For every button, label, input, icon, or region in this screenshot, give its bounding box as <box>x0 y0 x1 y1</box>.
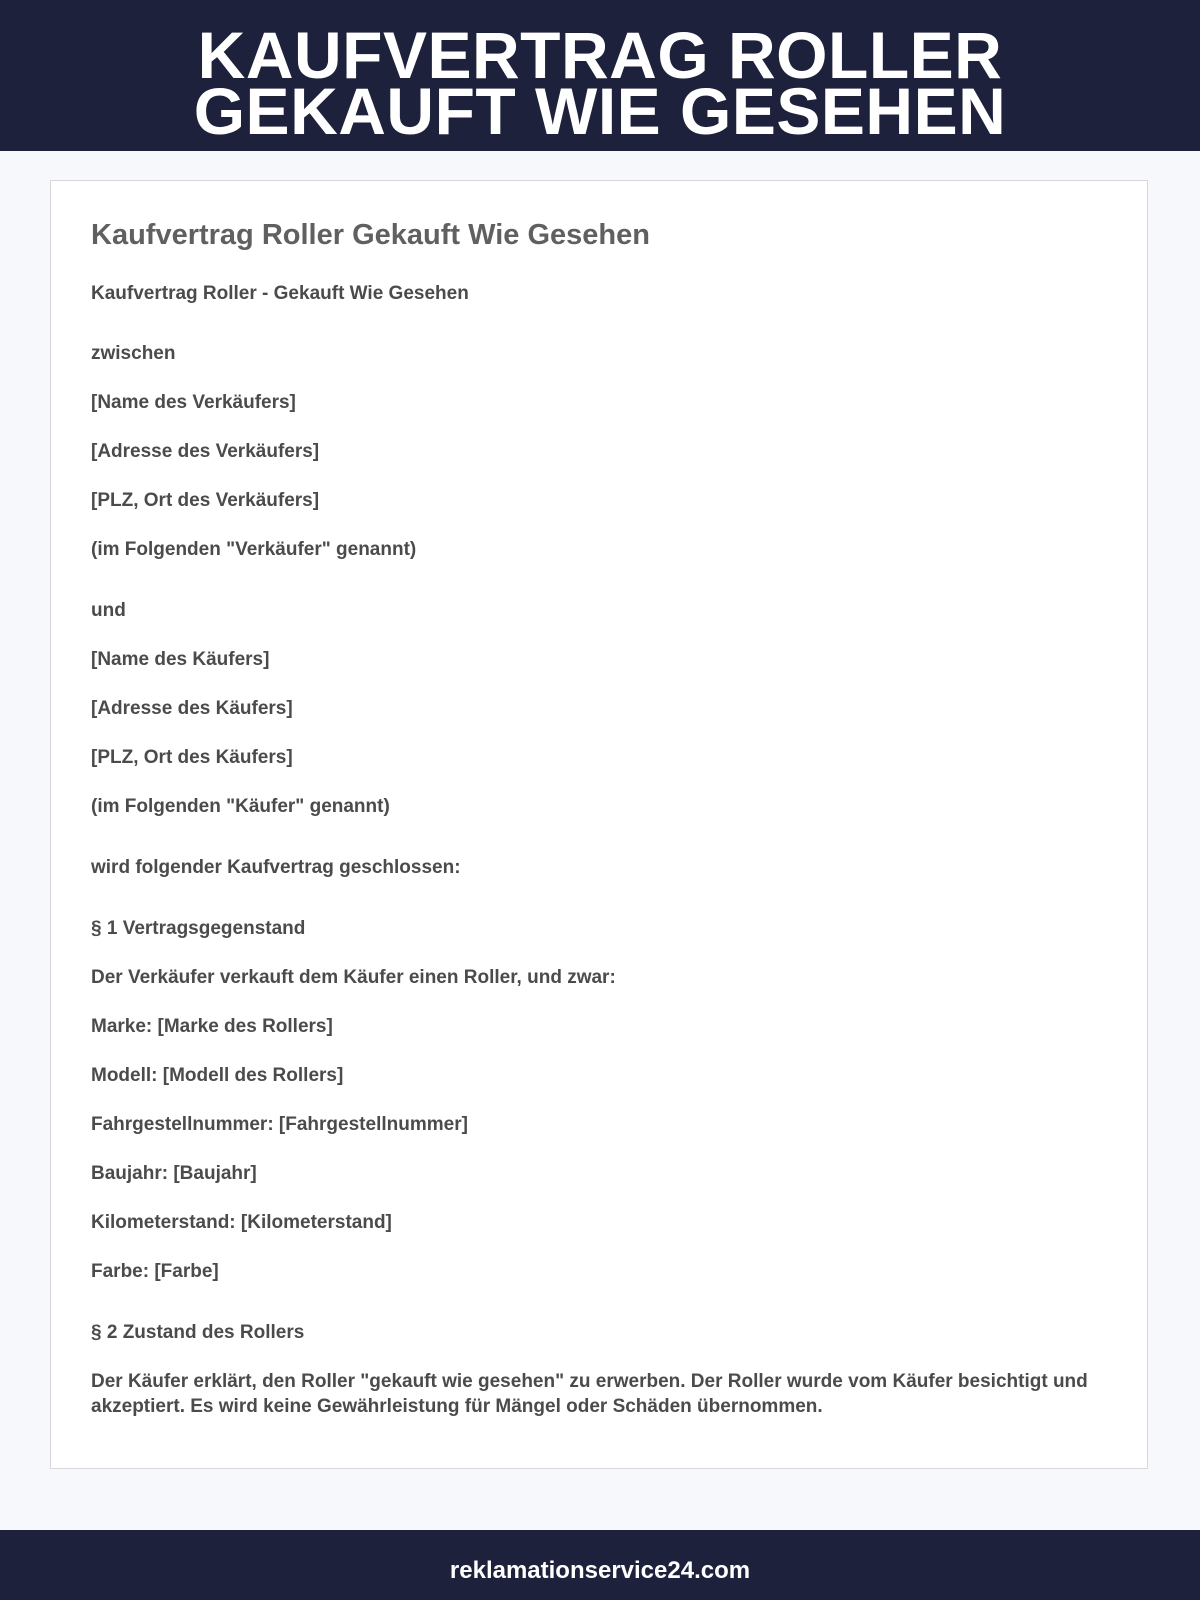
document-card <box>50 180 1148 1469</box>
site-footer <box>0 1530 1200 1600</box>
field-fahrgestellnummer: Fahrgestellnummer: [Fahrgestellnummer] <box>91 1114 468 1135</box>
title-banner <box>0 0 1200 151</box>
buyer-city: [PLZ, Ort des Käufers] <box>91 747 293 768</box>
section-1-heading: § 1 Vertragsgegenstand <box>91 918 306 939</box>
field-kilometerstand: Kilometerstand: [Kilometerstand] <box>91 1212 392 1233</box>
seller-city: [PLZ, Ort des Verkäufers] <box>91 490 320 511</box>
buyer-name: [Name des Käufers] <box>91 649 270 670</box>
field-marke: Marke: [Marke des Rollers] <box>91 1016 333 1037</box>
buyer-address: [Adresse des Käufers] <box>91 698 293 719</box>
banner-title-line-2: GEKAUFT WIE GESEHEN <box>193 74 1007 148</box>
section-1-intro: Der Verkäufer verkauft dem Käufer einen Roller, und zwar: <box>91 967 616 988</box>
section-2-text: Der Käufer erklärt, den Roller "gekauft wie gesehen" zu erwerben. Der Roller wurde vom Käufer besichtigt und akzeptiert. Es wird keine Gewährleistung für Mängel oder Schäden übernommen. <box>91 1371 1088 1417</box>
banner-title-line-1: KAUFVERTRAG ROLLER <box>197 18 1003 92</box>
field-baujahr: Baujahr: [Baujahr] <box>91 1163 257 1184</box>
section-2-heading: § 2 Zustand des Rollers <box>91 1322 305 1343</box>
paragraph-und: und <box>91 600 126 621</box>
field-modell: Modell: [Modell des Rollers] <box>91 1065 344 1086</box>
buyer-note: (im Folgenden "Käufer" genannt) <box>91 796 390 817</box>
paragraph-zwischen: zwischen <box>91 343 176 364</box>
document-subtitle: Kaufvertrag Roller - Gekauft Wie Gesehen <box>91 283 469 304</box>
seller-note: (im Folgenden "Verkäufer" genannt) <box>91 539 417 560</box>
field-farbe: Farbe: [Farbe] <box>91 1261 219 1282</box>
footer-site-name: reklamationservice24.com <box>449 1557 751 1584</box>
document-title: Kaufvertrag Roller Gekauft Wie Gesehen <box>91 219 650 251</box>
seller-name: [Name des Verkäufers] <box>91 392 296 413</box>
contract-intro: wird folgender Kaufvertrag geschlossen: <box>91 857 461 878</box>
seller-address: [Adresse des Verkäufers] <box>91 441 320 462</box>
